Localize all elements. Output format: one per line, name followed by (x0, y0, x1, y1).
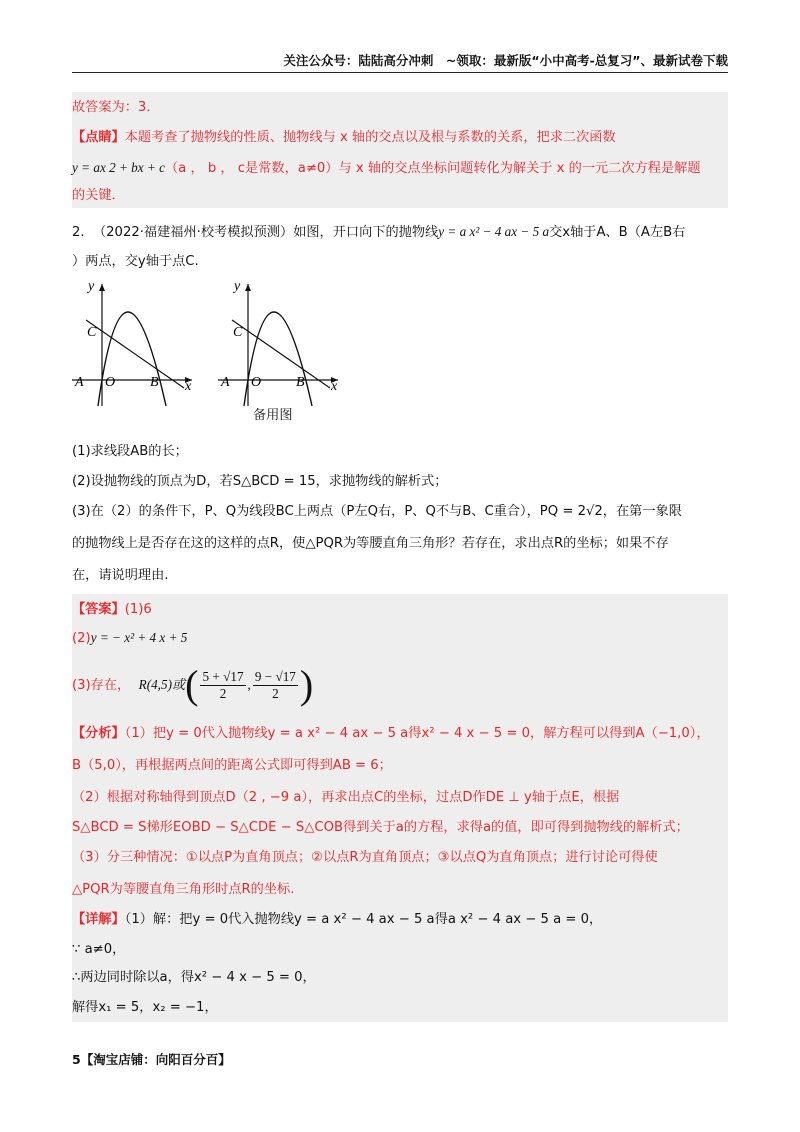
answer-line-1 (72, 598, 152, 622)
y-axis-arrow (99, 284, 105, 291)
detail-text-1: （1）解：把y = 0代入抛物线y = a x² − 4 ax − 5 a得a x² − 4 ax − 5 a = 0， (124, 912, 603, 927)
fraction-2 (253, 669, 298, 702)
problem-source: （2022·福建福州·校考模拟预测） (92, 225, 294, 240)
comment-tag: 【点睛】 (72, 130, 125, 145)
label-b: B (150, 375, 159, 390)
analysis-line-2: B（5,0），再根据两点间的距离公式即可得到AB = 6； (72, 758, 392, 773)
comment-line-1 (72, 126, 616, 150)
detail-line-1 (72, 908, 602, 932)
label-a: A (221, 375, 230, 390)
answer-1: (1)6 (124, 602, 152, 617)
analysis-tag: 【分析】 (72, 726, 125, 741)
question-3-line-2: 的抛物线上是否存在这的这样的点R，使△PQR为等腰直角三角形？若存在，求出点R的坐标；如果不存 (72, 536, 669, 551)
page-footer: 5【淘宝店铺：向阳百分百】 (72, 1052, 231, 1067)
problem-intro-rest: 交x轴于A、B（A左B右 (549, 225, 686, 240)
answer-line-3: (3)存在， R(4,5)或( $\frac{5 + √17}{2}$ , $\frac{9 - √17}{2}$ ) (72, 662, 314, 707)
fraction-1-denominator: 2 (219, 685, 227, 701)
question-2: (2)设抛物线的顶点为D，若S△BCD = 15，求抛物线的解析式； (72, 474, 448, 489)
quadratic-expression: y = ax 2 + bx + c (72, 160, 165, 175)
label-c: C (233, 325, 243, 340)
analysis-line-6: △PQR为等腰直角三角形时点R的坐标. (72, 882, 295, 897)
answer-2-prefix: (2) (72, 631, 91, 646)
fraction-2-denominator: 2 (272, 685, 279, 701)
problem-number: 2. (72, 225, 85, 240)
problem-line-1 (72, 220, 685, 245)
label-c: C (87, 325, 97, 340)
detail-tag: 【详解】 (72, 912, 125, 927)
figure-caption: 备用图 (253, 408, 293, 423)
label-o: O (251, 375, 262, 390)
parabola-equation: y = a x² − 4 ax − 5 a (438, 224, 550, 239)
analysis-line-3: （2）根据对称轴得到顶点D（2 , −9 a），再求出点C的坐标，过点D作DE ⊥ y轴于点E，根据 (72, 790, 620, 805)
question-1: (1)求线段AB的长； (72, 444, 188, 459)
detail-line-3: ∴两边同时除以a，得x² − 4 x − 5 = 0， (72, 970, 316, 985)
answer-line-2 (72, 626, 187, 651)
analysis-line-5: （3）分三种情况：①以点P为直角顶点；②以点R为直角顶点；③以点Q为直角顶点；进行讨论可得使 (72, 850, 658, 865)
detail-line-4: 解得x₁ = 5，x₂ = −1， (72, 1000, 218, 1015)
prev-solution-block (72, 92, 728, 208)
parabola-curve (98, 312, 166, 406)
label-o: O (105, 375, 116, 390)
parabola-figure (72, 278, 202, 408)
answer-2-equation: y = − x² + 4 x + 5 (90, 630, 188, 645)
label-x: x (185, 379, 192, 394)
comment-line-3: 的关键． (72, 188, 125, 203)
answer-tag: 【答案】 (72, 602, 125, 617)
fraction-2-numerator: 9 − √17 (254, 668, 296, 684)
question-3-line-1: (3)在（2）的条件下，P、Q为线段BC上两点（P左Q右，P、Q不与B、C重合），PQ = 2√2，在第一象限 (72, 504, 682, 519)
problem-line-2: ）两点，交y轴于点C. (72, 254, 199, 269)
fraction-1-numerator: 5 + √17 (202, 668, 244, 684)
fraction-1 (200, 669, 245, 702)
answer-3-point: R(4,5)或 (138, 677, 186, 692)
analysis-line-4: S△BCD = S梯形EOBD − S△CDE − S△COB得到关于a的方程，求得a的值，即可得到抛物线的解析式； (72, 820, 689, 835)
label-x: x (331, 379, 338, 394)
line-bc (86, 320, 184, 388)
answer-line: 故答案为：3． (72, 100, 160, 115)
label-y: y (88, 279, 95, 294)
line-bc (232, 320, 330, 388)
label-b: B (296, 375, 305, 390)
parabola-curve (244, 312, 312, 406)
answer-3-prefix: (3)存在， (72, 678, 131, 693)
backup-figure (218, 278, 348, 408)
analysis-line-1 (72, 722, 710, 746)
question-3-line-3: 在，请说明理由. (72, 568, 169, 583)
comment-text-2: （a ， b ， c是常数，a≠0）与 x 轴的交点坐标问题转化为解关于 x 的一元二次方程是解题 (164, 161, 701, 176)
comment-line-2 (72, 156, 701, 181)
analysis-text-1: （1）把y = 0代入抛物线y = a x² − 4 ax − 5 a得x² − 4 x − 5 = 0，解方程可以得到A（−1,0）， (124, 726, 710, 741)
problem-intro: 如图，开口向下的抛物线 (293, 225, 439, 240)
label-y: y (234, 279, 241, 294)
comment-text-1: 本题考查了抛物线的性质、抛物线与 x 轴的交点以及根与系数的关系，把求二次函数 (124, 130, 616, 145)
page-header: 关注公众号：陆陆高分冲刺 ~领取：最新版“小中高考-总复习”、最新试卷下载 (72, 50, 728, 73)
y-axis-arrow (245, 284, 251, 291)
label-a: A (75, 375, 84, 390)
detail-line-2: ∵ a≠0， (72, 942, 126, 957)
